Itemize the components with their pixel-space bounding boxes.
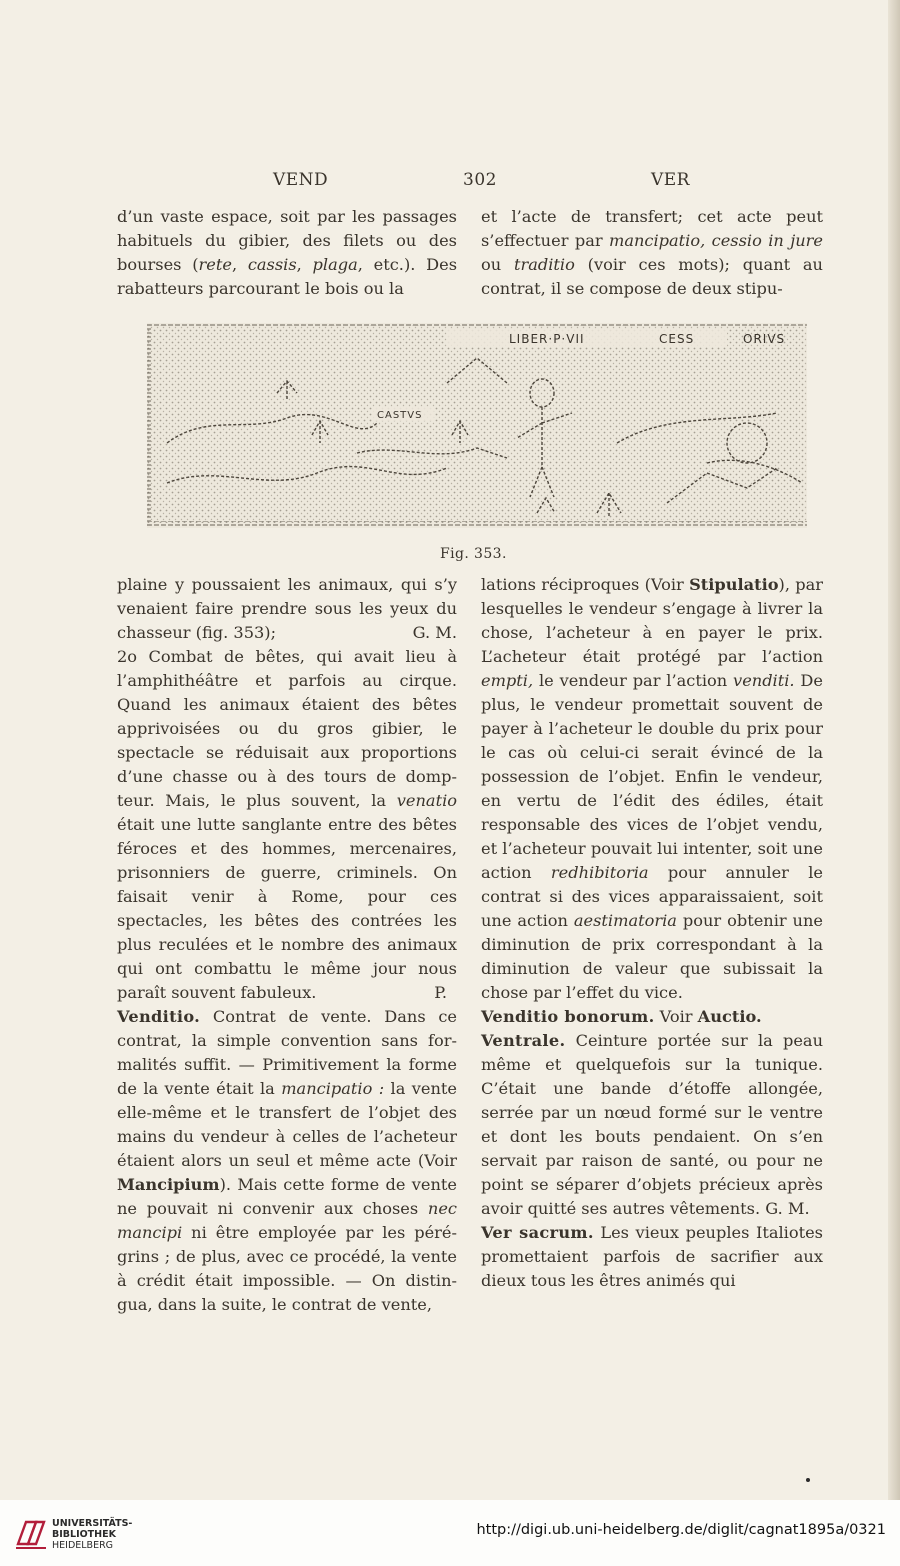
text-run: (voir ces mots); quant au contrat, il se compose de deux stipu- xyxy=(481,255,823,298)
ink-speck xyxy=(806,1478,810,1482)
paragraph xyxy=(481,205,823,301)
text-run: ni être employée par les pérégrins ; de plus, avec ce procédé, la vente à crédit était impossible. — On distingua, dans la suite, le contrat de vente, xyxy=(117,1223,457,1314)
figure-caption: Fig. 353. xyxy=(440,546,507,562)
cross-reference: Stipulatio xyxy=(689,575,779,594)
entry-heading: Venditio bonorum. xyxy=(481,1007,655,1026)
source-url-link[interactable]: http://digi.ub.uni-heidelberg.de/diglit/cagnat1895a/0321 xyxy=(476,1522,886,1538)
page-edge xyxy=(888,0,900,1566)
mosaic-border-left xyxy=(147,323,151,528)
library-name-line: BIBLIOTHEK xyxy=(52,1529,116,1540)
digitization-footer xyxy=(0,1500,900,1566)
text-run: Contrat de vente. Dans ce contrat, la simple convention sans formalités suffit. — Primitivement la forme de la vente était la xyxy=(117,1007,457,1098)
text-run: ). Mais cette forme de vente ne pouvait ni convenir aux choses xyxy=(117,1175,457,1218)
italic-term: redhibitoria xyxy=(550,863,649,882)
library-logo-icon xyxy=(12,1514,50,1552)
cross-reference: Auctio. xyxy=(697,1007,762,1026)
text-run: , xyxy=(296,255,313,274)
text-run: , etc.). Des rabatteurs parcourant le bois ou la xyxy=(117,255,458,298)
entry-heading: Venditio. xyxy=(117,1007,201,1026)
text-run: pour obtenir une diminution de prix correspondant à la diminution de valeur que subissait la chose par l’effet du vice. xyxy=(481,911,823,1002)
left-column-top xyxy=(117,205,457,301)
text-run: d’un vaste espace, soit par les passages habituels du gibier, des filets ou des bourses ( xyxy=(117,207,457,274)
italic-term: cassis xyxy=(247,255,297,274)
text-run: Ceinture portée sur la peau même et quelquefois sur la tunique. C’était une bande d’étoffe allongée, serrée par un nœud formé sur le ventre et dont les bouts pendaient. On s’en servait par raison de santé, ou pour ne point se séparer d’objets précieux après avoir quitté ses autres vêtements. xyxy=(481,1031,823,1218)
running-head-right: VER xyxy=(651,170,690,190)
text-run: lations réciproques (Voir xyxy=(481,575,690,594)
inscription-orivs: ORIVS xyxy=(743,332,786,346)
italic-term: plaga xyxy=(312,255,358,274)
mosaic-border-top xyxy=(147,323,807,327)
text-run: ou xyxy=(481,255,514,274)
italic-term: traditio xyxy=(513,255,575,274)
paragraph xyxy=(117,205,457,301)
italic-term: aestimatoria xyxy=(573,911,677,930)
text-run: Voir xyxy=(654,1007,698,1026)
text-run: , xyxy=(231,255,248,274)
italic-term: mancipatio : xyxy=(281,1079,385,1098)
entry-venditio xyxy=(117,1005,457,1317)
text-run: pour annuler le contrat si des vices apparaissaient, soit une action xyxy=(481,863,823,930)
mosaic-figure xyxy=(147,323,807,528)
italic-term: rete xyxy=(198,255,232,274)
italic-term: mancipatio, cessio in jure xyxy=(608,231,823,250)
paragraph xyxy=(481,573,823,1005)
library-name-line: HEIDELBERG xyxy=(52,1540,114,1551)
text-run: et l’acte de transfert; cet acte peut s’effectuer par xyxy=(481,207,823,250)
inscription-liber: LIBER·P·VII xyxy=(509,332,585,346)
text-run: la vente elle-même et le transfert de l’objet des mains du vendeur à celles de l’acheteur étaient alors un seul et même acte (Voir xyxy=(117,1079,457,1170)
right-column-top xyxy=(481,205,823,301)
text-run: Les vieux peuples Italiotes promettaient parfois de sacrifier aux dieux tous les êtres animés qui xyxy=(481,1223,823,1290)
text-run: était une lutte sanglante entre des bêtes féroces et des hommes, mercenaires, prisonniers de guerre, criminels. On faisait venir à Rome, pour ces spectacles, les bêtes des contrées les plus reculées et le nombre des animaux qui ont combattu le même jour nous paraît souvent fabuleux. xyxy=(117,815,457,1002)
left-column xyxy=(117,573,457,1317)
right-column xyxy=(481,573,823,1293)
inscription-castvs: CASTVS xyxy=(377,410,423,421)
page-number: 302 xyxy=(463,170,497,190)
italic-term: venditi. xyxy=(733,671,795,690)
running-head-left: VEND xyxy=(273,170,329,190)
paragraph xyxy=(117,645,457,1005)
inscription-cess: CESS xyxy=(659,332,695,346)
paragraph xyxy=(117,573,457,645)
italic-term: empti, xyxy=(481,671,534,690)
text-run: De plus, le vendeur promettait souvent de payer à l’acheteur le double du prix pour le cas où celui-ci serait évincé de la possession de l’objet. Enfin le vendeur, en vertu de l’édit des édiles, était responsable des vices de l’objet vendu, et l’acheteur pouvait lui intenter, soit une action xyxy=(481,671,823,882)
entry-ver-sacrum xyxy=(481,1221,823,1293)
italic-term: nec mancipi xyxy=(117,1199,457,1242)
text-run: plaine y poussaient les animaux, qui s’y venaient faire prendre sous les yeux du chasseur (fig. 353); xyxy=(117,575,457,642)
italic-term: venatio xyxy=(396,791,457,810)
text-run: le vendeur par l’action xyxy=(533,671,734,690)
entry-heading: Ventrale. xyxy=(481,1031,566,1050)
author-initials: G. M. xyxy=(765,1199,810,1218)
author-initials: G. M. xyxy=(412,623,457,642)
library-name xyxy=(52,1518,132,1551)
author-initials: P. xyxy=(434,983,447,1002)
mosaic-border-bottom xyxy=(147,521,807,526)
entry-venditio-bonorum xyxy=(481,1005,823,1029)
entry-ventrale xyxy=(481,1029,823,1221)
entry-heading: Ver sacrum. xyxy=(481,1223,594,1242)
text-run: ), par lesquelles le vendeur s’engage à livrer la chose, l’acheteur à en payer le prix. L’acheteur était protégé par l’action xyxy=(481,575,824,666)
library-name-line: UNIVERSITÄTS- xyxy=(52,1518,133,1529)
text-run: 2o Combat de bêtes, qui avait lieu à l’amphithéâtre et parfois au cirque. Quand les animaux étaient des bêtes apprivoisées ou du gros gibier, le spectacle se réduisait aux proportions d’une chasse ou à des tours de dompteur. Mais, le plus souvent, la xyxy=(117,647,457,810)
cross-reference: Mancipium xyxy=(117,1175,220,1194)
